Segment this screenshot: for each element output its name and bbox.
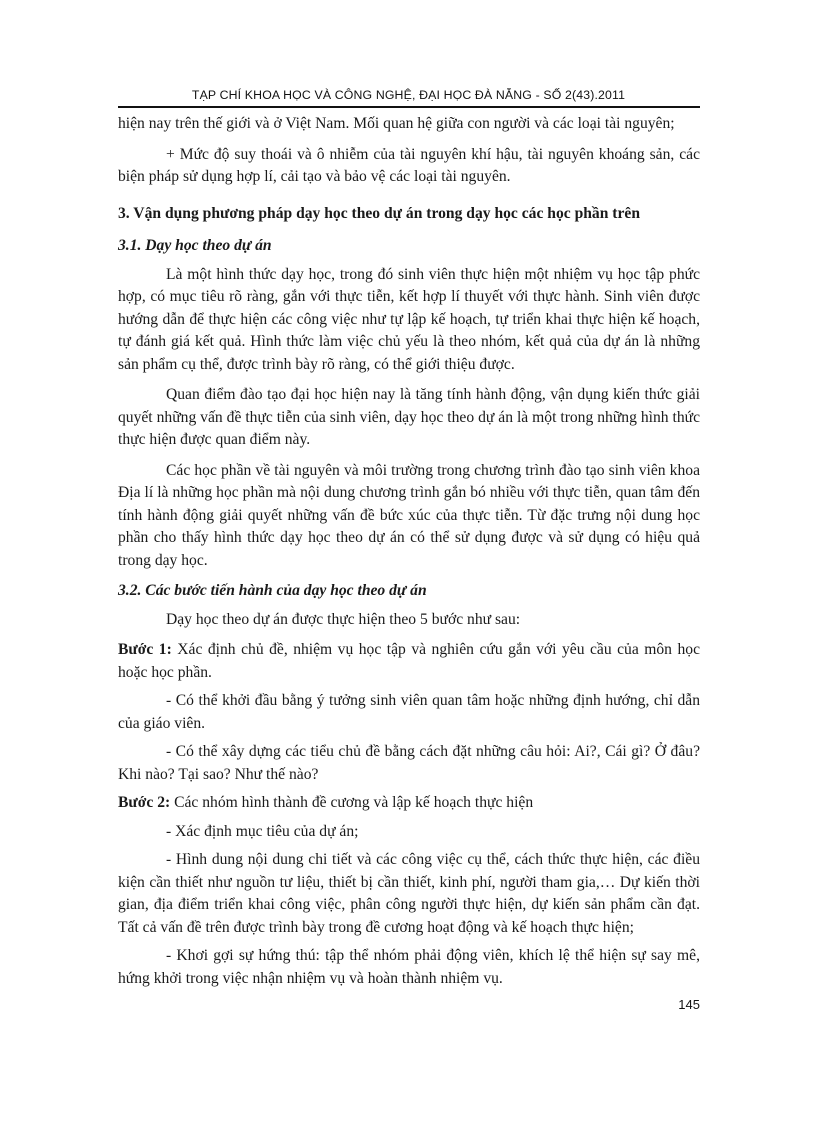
paragraph-continuation: hiện nay trên thế giới và ở Việt Nam. Mối quan hệ giữa con người và các loại tài nguyên; [118,115,675,132]
header-rule [118,106,700,108]
article-body [118,113,700,996]
section-3-heading: 3. Vận dụng phương pháp dạy học theo dự án trong dạy học các học phần trên [118,204,641,222]
step-2-text: Các nhóm hình thành đề cương và lập kế hoạch thực hiện [170,794,534,811]
step-2 [118,792,700,815]
paragraph-resource-courses: Các học phần về tài nguyên và môi trường trong chương trình đào tạo sinh viên khoa Địa lí là những học phần mà nội dung chương trình gắn bó nhiều với thực tiễn, quan tâm đến tính hành động giải quyết những vấn đề bức xúc của thực tiễn. Từ đặc trưng nội dung học phần cho thấy hình thức dạy học theo dự án có thể sử dụng được và sử dụng có hiệu quả trong dạy học. [118,461,700,569]
step-1 [118,639,700,684]
paragraph-project-definition: Là một hình thức dạy học, trong đó sinh viên thực hiện một nhiệm vụ học tập phức hợp, có mục tiêu rõ ràng, gắn với thực tiễn, kết hợp lí thuyết với thực hành. Sinh viên được hướng dẫn để thực hiện các công việc như tự lập kế hoạch, tự triển khai thực hiện kế hoạch, tự đánh giá kết quả. Hình thức làm việc chủ yếu là theo nhóm, kết quả của dự án là những sản phẩm cụ thể, được trình bày rõ ràng, có thể giới thiệu được. [118,265,700,373]
step-2-item-plan-details: - Hình dung nội dung chi tiết và các công việc cụ thể, cách thức thực hiện, các điều kiện cần thiết như nguồn tư liệu, thiết bị cần thiết, kinh phí, người tham gia,… Dự kiến thời gian, địa điểm triển khai công việc, phân công người thực hiện, dự kiến sản phẩm cần đạt. Tất cả vấn đề trên được trình bày trong đề cương hoạt động và kế hoạch thực hiện; [118,851,700,936]
subsection-3-2-heading: 3.2. Các bước tiến hành của dạy học theo dự án [118,582,427,599]
step-1-item-idea: - Có thể khởi đầu bằng ý tưởng sinh viên quan tâm hoặc những định hướng, chỉ dẫn của giáo viên. [118,692,700,732]
step-2-item-objective: - Xác định mục tiêu của dự án; [166,822,359,840]
step-2-label: Bước 2: [118,794,171,811]
paragraph-training-viewpoint: Quan điểm đào tạo đại học hiện nay là tăng tính hành động, vận dụng kiến thức giải quyết những vấn đề thực tiễn của sinh viên, dạy học theo dự án là một trong những hình thức thực hiện được quan điểm này. [118,386,700,448]
step-1-item-questions: - Có thể xây dựng các tiểu chủ đề bằng cách đặt những câu hỏi: Ai?, Cái gì? Ở đâu? Khi nào? Tại sao? Như thế nào? [118,743,700,783]
step-2-item-motivation: - Khơi gợi sự hứng thú: tập thể nhóm phải động viên, khích lệ thể hiện sự say mê, hứng khởi trong việc nhận nhiệm vụ và hoàn thành nhiệm vụ. [118,947,700,987]
page-number: 145 [678,997,700,1012]
paragraph-five-steps-intro: Dạy học theo dự án được thực hiện theo 5 bước như sau: [166,610,521,628]
step-1-text: Xác định chủ đề, nhiệm vụ học tập và nghiên cứu gắn với yêu cầu của môn học hoặc học phần. [118,641,700,681]
step-1-label: Bước 1: [118,641,172,658]
bullet-climate-resources: + Mức độ suy thoái và ô nhiễm của tài nguyên khí hậu, tài nguyên khoáng sản, các biện pháp sử dụng hợp lí, cải tạo và bảo vệ các loại tài nguyên. [118,145,700,185]
running-header: TẠP CHÍ KHOA HỌC VÀ CÔNG NGHỆ, ĐẠI HỌC ĐÀ NẴNG - SỐ 2(43).2011 [191,88,626,102]
subsection-3-1-heading: 3.1. Dạy học theo dự án [118,237,272,254]
